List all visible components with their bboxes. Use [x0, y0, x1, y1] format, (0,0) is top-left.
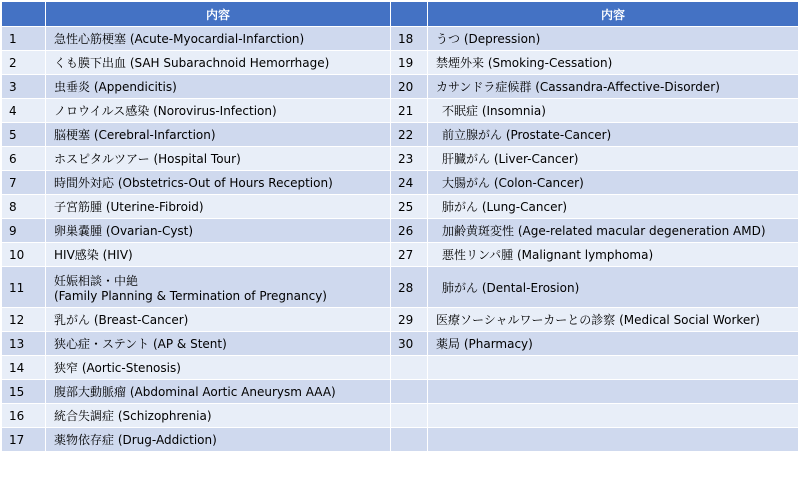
row-number-right: 26 — [391, 219, 428, 243]
row-number-right — [391, 404, 428, 428]
row-number-right: 22 — [391, 123, 428, 147]
row-number-left: 13 — [2, 332, 46, 356]
row-number-left: 8 — [2, 195, 46, 219]
row-number-left: 14 — [2, 356, 46, 380]
row-content-right: 医療ソーシャルワーカーとの診察 (Medical Social Worker) — [428, 308, 799, 332]
row-content-right: 禁煙外来 (Smoking-Cessation) — [428, 51, 799, 75]
row-number-right: 20 — [391, 75, 428, 99]
content-header-left: 内容 — [46, 2, 391, 27]
row-content-left: 狭心症・ステント (AP & Stent) — [46, 332, 391, 356]
table-row — [2, 428, 799, 452]
row-content-left — [46, 267, 391, 308]
row-content-right: 悪性リンパ腫 (Malignant lymphoma) — [428, 243, 799, 267]
row-content-left: 薬物依存症 (Drug-Addiction) — [46, 428, 391, 452]
row-number-left: 9 — [2, 219, 46, 243]
row-number-left: 15 — [2, 380, 46, 404]
table-body — [2, 27, 799, 452]
table-row — [2, 243, 799, 267]
content-header-right: 内容 — [428, 2, 799, 27]
row-number-left: 6 — [2, 147, 46, 171]
row-content-right: 肝臓がん (Liver-Cancer) — [428, 147, 799, 171]
row-content-left: ノロウイルス感染 (Norovirus-Infection) — [46, 99, 391, 123]
table-row — [2, 147, 799, 171]
row-number-left: 3 — [2, 75, 46, 99]
row-content-left: 脳梗塞 (Cerebral-Infarction) — [46, 123, 391, 147]
row-content-right: 加齢黄斑変性 (Age-related macular degeneration AMD) — [428, 219, 799, 243]
row-content-right: 不眠症 (Insomnia) — [428, 99, 799, 123]
row-content-left: HIV感染 (HIV) — [46, 243, 391, 267]
table-row — [2, 267, 799, 308]
row-content-right: 大腸がん (Colon-Cancer) — [428, 171, 799, 195]
row-content-left: 子宮筋腫 (Uterine-Fibroid) — [46, 195, 391, 219]
row-content-right: カサンドラ症候群 (Cassandra-Affective-Disorder) — [428, 75, 799, 99]
row-number-left: 1 — [2, 27, 46, 51]
row-content-left: 腹部大動脈瘤 (Abdominal Aortic Aneurysm AAA) — [46, 380, 391, 404]
row-content-left-line2: (Family Planning & Termination of Pregnancy) — [54, 288, 327, 303]
row-content-right — [428, 404, 799, 428]
row-content-right: うつ (Depression) — [428, 27, 799, 51]
row-number-left: 10 — [2, 243, 46, 267]
content-table — [1, 1, 799, 452]
row-number-right: 19 — [391, 51, 428, 75]
row-number-right: 28 — [391, 267, 428, 308]
row-number-right — [391, 380, 428, 404]
table-row — [2, 75, 799, 99]
table-row — [2, 195, 799, 219]
number-header — [2, 2, 46, 27]
row-number-left: 16 — [2, 404, 46, 428]
row-content-left: 乳がん (Breast-Cancer) — [46, 308, 391, 332]
row-content-right — [428, 356, 799, 380]
table-row — [2, 51, 799, 75]
row-content-right: 薬局 (Pharmacy) — [428, 332, 799, 356]
row-number-left: 4 — [2, 99, 46, 123]
row-content-right — [428, 428, 799, 452]
table-row — [2, 356, 799, 380]
table-header-row — [2, 2, 799, 27]
table-row — [2, 380, 799, 404]
row-number-right: 25 — [391, 195, 428, 219]
row-number-right: 23 — [391, 147, 428, 171]
row-number-right: 21 — [391, 99, 428, 123]
row-number-right — [391, 428, 428, 452]
row-content-right: 肺がん (Lung-Cancer) — [428, 195, 799, 219]
table-row — [2, 404, 799, 428]
row-number-left: 5 — [2, 123, 46, 147]
row-content-left: 狭窄 (Aortic-Stenosis) — [46, 356, 391, 380]
row-number-right: 30 — [391, 332, 428, 356]
row-content-left-line1: 妊娠相談・中絶 — [54, 273, 139, 288]
table-row — [2, 27, 799, 51]
row-number-right: 24 — [391, 171, 428, 195]
row-content-left: 急性心筋梗塞 (Acute-Myocardial-Infarction) — [46, 27, 391, 51]
row-number-right: 29 — [391, 308, 428, 332]
row-number-left: 12 — [2, 308, 46, 332]
row-content-right — [428, 380, 799, 404]
table-row — [2, 308, 799, 332]
table-row — [2, 332, 799, 356]
number-header — [391, 2, 428, 27]
row-number-left: 11 — [2, 267, 46, 308]
row-content-left: 時間外対応 (Obstetrics-Out of Hours Reception) — [46, 171, 391, 195]
row-number-right: 18 — [391, 27, 428, 51]
row-number-left: 7 — [2, 171, 46, 195]
row-number-left: 2 — [2, 51, 46, 75]
row-content-left: ホスピタルツアー (Hospital Tour) — [46, 147, 391, 171]
row-content-left: 統合失調症 (Schizophrenia) — [46, 404, 391, 428]
row-number-right: 27 — [391, 243, 428, 267]
row-content-right: 肺がん (Dental-Erosion) — [428, 267, 799, 308]
row-content-left: 虫垂炎 (Appendicitis) — [46, 75, 391, 99]
table-row — [2, 99, 799, 123]
row-content-right: 前立腺がん (Prostate-Cancer) — [428, 123, 799, 147]
row-number-left: 17 — [2, 428, 46, 452]
table-row — [2, 123, 799, 147]
row-content-left: くも膜下出血 (SAH Subarachnoid Hemorrhage) — [46, 51, 391, 75]
table-row — [2, 171, 799, 195]
table-row — [2, 219, 799, 243]
row-content-left: 卵巣嚢腫 (Ovarian-Cyst) — [46, 219, 391, 243]
row-number-right — [391, 356, 428, 380]
